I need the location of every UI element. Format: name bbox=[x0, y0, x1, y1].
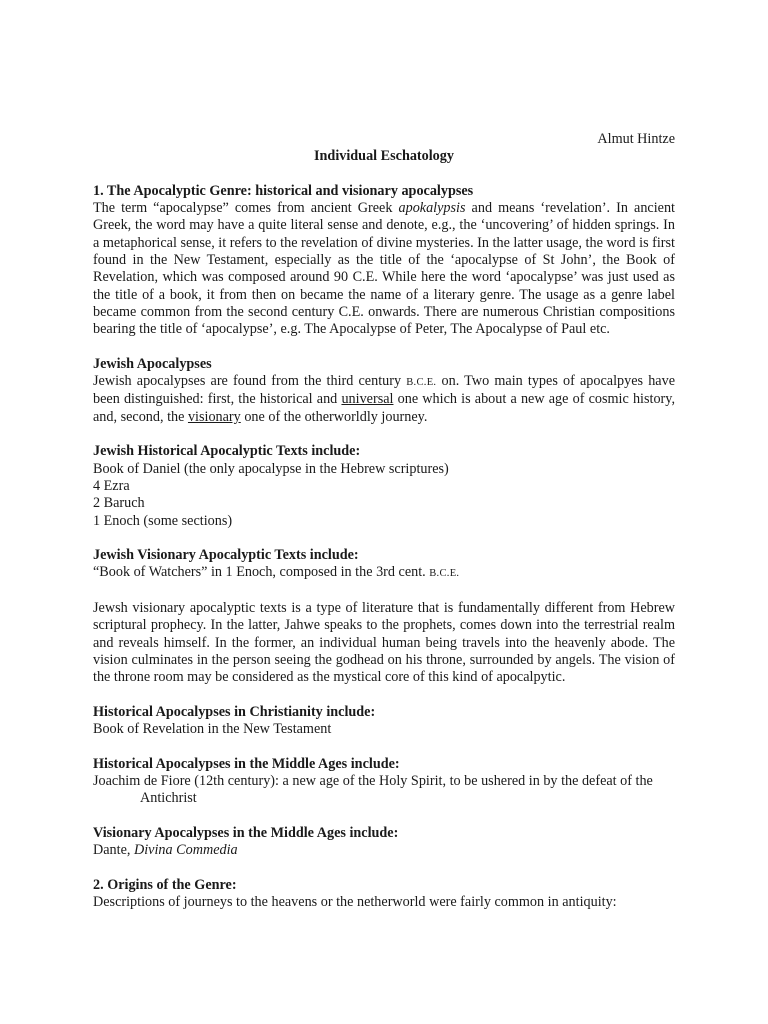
author-name: Almut Hintze bbox=[597, 131, 675, 147]
jewish-historical-heading: Jewish Historical Apocalyptic Texts include: bbox=[93, 443, 361, 460]
list-item: 2 Baruch bbox=[93, 495, 145, 512]
historical-christianity-heading: Historical Apocalypses in Christianity include: bbox=[93, 703, 376, 720]
visionary-middle-ages-heading: Visionary Apocalypses in the Middle Ages include: bbox=[93, 824, 399, 841]
small-caps-era: B.C.E. bbox=[406, 377, 437, 389]
section-1-heading: 1. The Apocalyptic Genre: historical and visionary apocalypses bbox=[93, 182, 474, 199]
list-item: Joachim de Fiore (12th century): a new age of the Holy Spirit, to be ushered in by the defeat of the Antichrist bbox=[93, 772, 653, 807]
list-item: 1 Enoch (some sections) bbox=[93, 512, 233, 529]
historical-middle-ages-heading: Historical Apocalypses in the Middle Ages include: bbox=[93, 755, 400, 772]
list-item bbox=[93, 564, 675, 582]
section-2-paragraph: Descriptions of journeys to the heavens or the netherworld were fairly common in antiquity: bbox=[93, 894, 617, 911]
jewish-apocalypses-heading: Jewish Apocalypses bbox=[93, 355, 212, 372]
section-1-paragraph bbox=[93, 200, 675, 338]
text-run: Jewish apocalypses are found from the third century bbox=[93, 373, 407, 390]
jewish-apocalypses-paragraph bbox=[93, 373, 675, 426]
underlined-term: universal bbox=[341, 391, 394, 408]
list-item: 4 Ezra bbox=[93, 477, 130, 494]
text-column bbox=[93, 131, 675, 911]
text-run: and means ‘revelation’. In ancient Greek, the word may have a quite literal sense and denote, e.g., the ‘uncovering’ of hidden springs. In a metaphorical sense, it refers to the revelation of divine mysteries. In the latter usage, the word is first found in the New Testament, especially as the title of the ‘apocalypse of St John’, the Book of Revelation, which was composed around 90 C.E. While here the word ‘apocalypse’ was just used as the title of a book, it from then on became the name of a literary genre. The usage as a genre label became common from the second century C.E. onwards. There are numerous Christian compositions bearing the title of ‘apocalypse’, e.g. The Apocalypse of Peter, The Apocalypse of Paul etc. bbox=[93, 200, 675, 338]
text-run: on. Two main types of apocalpyes have been distinguished: first, the historical and bbox=[93, 373, 675, 408]
text-run: The term “apocalypse” comes from ancient Greek bbox=[93, 200, 399, 217]
list-item: Book of Revelation in the New Testament bbox=[93, 721, 332, 738]
text-run: Dante, bbox=[93, 842, 134, 859]
text-run: one of the otherworldly journey. bbox=[240, 408, 428, 425]
document-title: Individual Eschatology bbox=[314, 148, 454, 165]
small-caps-era: B.C.E. bbox=[429, 568, 460, 580]
text-run: one which is about a new age of cosmic history, and, second, the bbox=[93, 391, 675, 425]
section-2-heading: 2. Origins of the Genre: bbox=[93, 876, 237, 893]
list-item bbox=[93, 842, 675, 859]
italic-term: apokalypsis bbox=[398, 200, 466, 217]
text-run: “Book of Watchers” in 1 Enoch, composed in the 3rd cent. bbox=[93, 564, 430, 581]
jewish-visionary-heading: Jewish Visionary Apocalyptic Texts include: bbox=[93, 547, 359, 564]
italic-title: Divina Commedia bbox=[133, 842, 238, 859]
jewish-visionary-paragraph: Jewsh visionary apocalyptic texts is a type of literature that is fundamentally different from Hebrew scriptural prophecy. In the latter, Jahwe speaks to the prophets, comes down into the terrestrial realm and reveals himself. In the former, an individual human being travels into the heavenly abode. The vision culminates in the person seeing the godhead on his throne, surrounded by angels. The vision of the throne room may be considered as the mystical core of this kind of apocalpytic. bbox=[93, 600, 675, 686]
list-item: Book of Daniel (the only apocalypse in the Hebrew scriptures) bbox=[93, 460, 449, 477]
underlined-term: visionary bbox=[187, 408, 241, 425]
